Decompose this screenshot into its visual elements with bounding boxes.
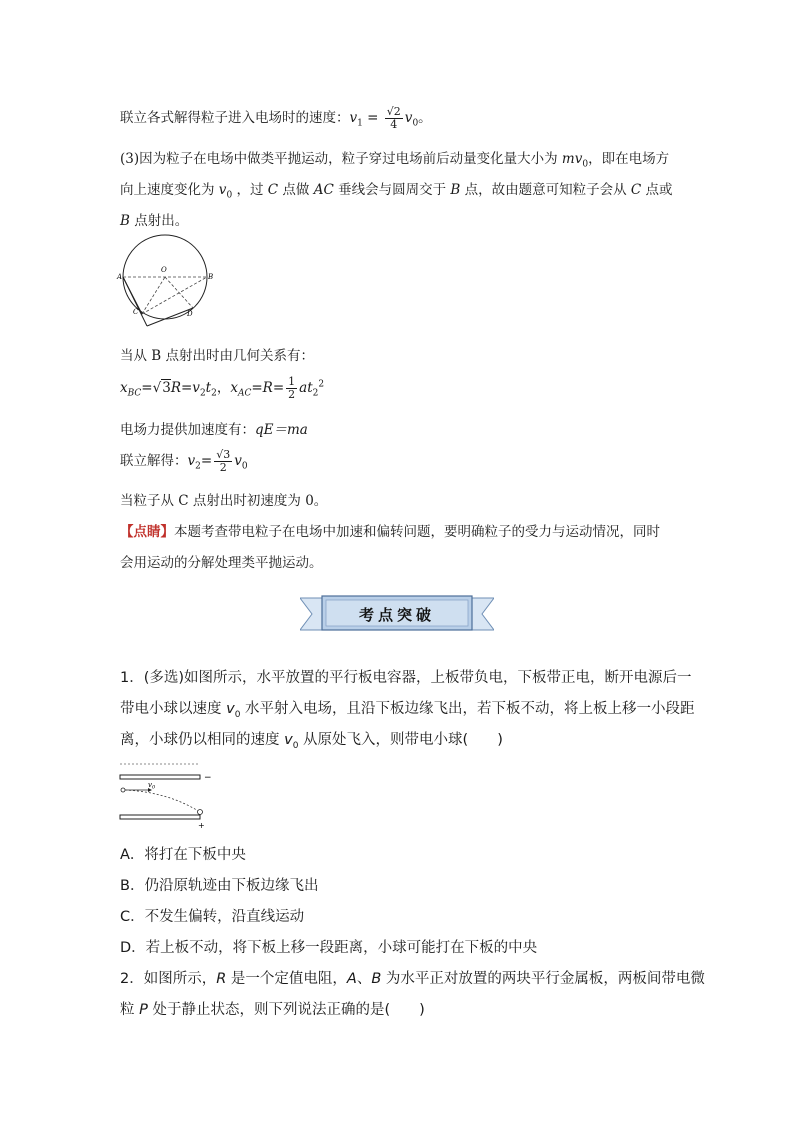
numerator: 1 <box>288 375 296 388</box>
minus-sign: − <box>204 773 212 783</box>
text: 带电小球以速度 <box>120 701 227 717</box>
text: 从原处飞入，则带电小球( ) <box>298 732 503 748</box>
symbol: R <box>216 971 227 987</box>
symbol: x <box>120 380 128 396</box>
equals: = <box>141 380 153 396</box>
equals: = <box>180 380 193 396</box>
subscript: 2 <box>195 461 201 472</box>
option-text: D．若上板不动，将下板上移一段距离，小球可能打在下板的中央 <box>120 940 538 956</box>
text: 向上速度变化为 <box>120 182 219 198</box>
text: 是一个定值电阻， <box>226 971 347 987</box>
q1-line2 <box>120 697 695 720</box>
text: 垂线会与圆周交于 <box>333 182 451 198</box>
symbol: AC <box>313 182 334 198</box>
label-b: B <box>208 273 214 281</box>
text: 为水平正对放置的两块平行金属板，两板间带电微 <box>381 971 705 987</box>
text: 点做 <box>278 182 314 198</box>
symbol: B <box>450 182 461 198</box>
subscript: 0 <box>234 709 241 720</box>
para-from-c <box>120 489 327 509</box>
label-c: C <box>133 308 139 316</box>
sqrt-value: 3 <box>162 380 171 396</box>
subscript: 0 <box>241 461 248 472</box>
symbol: t <box>205 380 212 396</box>
superscript: 2 <box>318 379 325 390</box>
subscript: 0 <box>292 740 299 751</box>
q1-option-a <box>120 843 246 864</box>
symbol: v <box>234 453 242 469</box>
comment-line2 <box>120 551 323 571</box>
symbol: v <box>349 110 358 126</box>
text: 2．如图所示， <box>120 971 217 987</box>
fraction <box>214 449 232 474</box>
para-force <box>120 418 308 438</box>
symbol: C <box>267 182 279 198</box>
symbol: at <box>299 380 313 396</box>
period: 。 <box>418 110 432 126</box>
text: 会用运动的分解处理类平抛运动。 <box>120 555 323 571</box>
symbol: R <box>170 380 181 396</box>
equals: = <box>251 380 263 396</box>
text: 离，小球仍以相同的速度 <box>120 732 285 748</box>
symbol: v <box>404 110 413 126</box>
numerator: √2 <box>386 105 401 118</box>
symbol: v <box>148 781 152 789</box>
numerator: √3 <box>216 448 231 461</box>
option-text: B．仍沿原轨迹由下板边缘飞出 <box>120 878 319 894</box>
label-a: A <box>117 273 123 281</box>
text: 点射出。 <box>129 213 189 229</box>
subscript: 0 <box>151 784 156 791</box>
text: 当粒子从 C 点射出时初速度为 0。 <box>120 493 328 509</box>
para-from-b <box>120 344 314 364</box>
symbol: R <box>262 380 273 396</box>
formula: qE＝ma <box>255 422 308 438</box>
plus-sign: + <box>198 821 205 830</box>
subscript: 2 <box>199 388 206 399</box>
equals: = <box>200 453 213 469</box>
q2-line1 <box>120 967 705 988</box>
symbol: v <box>226 701 235 717</box>
symbol: x <box>230 380 238 396</box>
para-solve <box>120 449 248 474</box>
subscript: BC <box>127 388 142 399</box>
text: 电场力提供加速度有： <box>120 422 255 438</box>
para-velocity-result <box>120 106 432 131</box>
denominator: 4 <box>390 118 398 131</box>
option-text: C．不发生偏转，沿直线运动 <box>120 909 305 925</box>
text: 、 <box>356 971 372 987</box>
fraction <box>385 106 403 131</box>
para-3-line2 <box>120 178 673 201</box>
symbol: v <box>218 182 227 198</box>
text: 点，故由题意可知粒子会从 <box>460 182 631 198</box>
text: ，即在电场方 <box>588 151 670 167</box>
subscript: 0 <box>226 190 233 201</box>
banner-label: 考点突破 <box>358 606 435 624</box>
label-o: O <box>161 266 167 274</box>
circle-diagram <box>115 232 215 332</box>
q1-option-c <box>120 905 304 926</box>
q1-line1 <box>120 666 692 687</box>
equals: = <box>367 110 379 126</box>
separator: ， <box>216 380 231 396</box>
equals: = <box>272 380 285 396</box>
symbol: P <box>139 1002 148 1018</box>
para-3-line3 <box>120 209 188 229</box>
symbol: B <box>120 213 130 229</box>
subscript: AC <box>237 388 252 399</box>
subscript: 1 <box>357 118 363 129</box>
text: 当从 B 点射出时由几何关系有： <box>120 348 315 364</box>
subscript: 0 <box>412 118 419 129</box>
text: 点或 <box>641 182 673 198</box>
comment-line1 <box>120 520 660 540</box>
symbol: v <box>187 453 196 469</box>
text: 处于静止状态，则下列说法正确的是( ) <box>147 1002 425 1018</box>
symbol: A <box>346 971 357 987</box>
denominator: 2 <box>288 388 296 401</box>
comment-tag: 【点睛】 <box>120 524 174 540</box>
text: ，过 <box>232 182 268 198</box>
subscript: 2 <box>312 388 319 399</box>
q2-line2 <box>120 998 425 1019</box>
text: (3)因为粒子在电场中做类平抛运动，粒子穿过电场前后动量变化量大小为 <box>120 151 562 167</box>
text: 联立解得： <box>120 453 188 469</box>
symbol: B <box>371 971 382 987</box>
symbol: v <box>284 732 293 748</box>
text: 联立各式解得粒子进入电场时的速度： <box>120 110 350 126</box>
text: 粒 <box>120 1002 140 1018</box>
symbol: C <box>630 182 642 198</box>
text: 1．(多选)如图所示，水平放置的平行板电容器，上板带负电，下板带正电，断开电源后一 <box>120 670 692 686</box>
text: 水平射入电场，且沿下板边缘飞出，若下板不动，将上板上移一小段距 <box>240 701 695 717</box>
symbol: v <box>192 380 200 396</box>
subscript: 2 <box>211 388 217 399</box>
capacitor-diagram <box>118 760 218 830</box>
subscript: 0 <box>582 159 589 170</box>
text: 本题考查带电粒子在电场中加速和偏转问题，要明确粒子的受力与运动情况，同时 <box>174 524 660 540</box>
section-banner <box>300 594 494 634</box>
denominator: 2 <box>219 461 227 474</box>
para-3-line1 <box>120 147 669 170</box>
fraction <box>286 376 297 401</box>
q1-line3 <box>120 728 503 751</box>
label-d: D <box>187 310 193 318</box>
para-geometry-formula: $x_{BC}=√3R=v_2t_2$，$x_{AC}=R=$ $\frac{1}{2}$ $at_2^2$ <box>120 375 325 401</box>
option-text: A．将打在下板中央 <box>120 847 246 863</box>
q1-option-b <box>120 874 318 895</box>
symbol: mv <box>561 151 583 167</box>
q1-option-d <box>120 936 537 957</box>
